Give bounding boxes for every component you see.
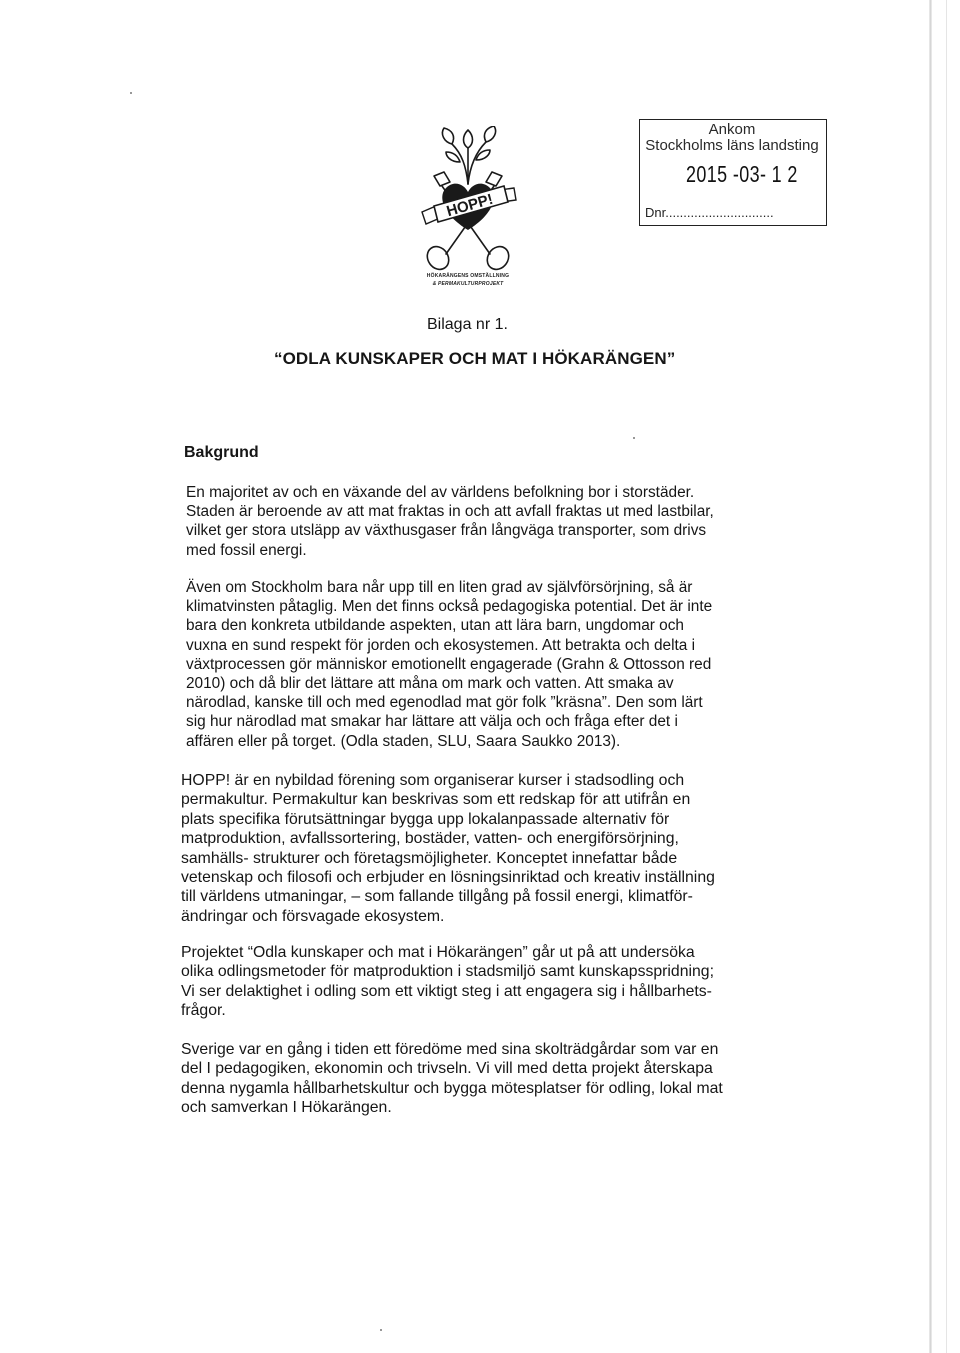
scan-speck [633, 437, 635, 439]
text-line: bara den konkreta utbildande aspekten, utan att lära barn, ungdomar och [186, 617, 684, 635]
text-line: växtprocessen gör människor emotionellt engagerade (Grahn & Ottosson red [186, 655, 712, 673]
text-line: vuxna en sund respekt för jorden och ekosystemen. Att betrakta och delta i [186, 636, 696, 654]
attachment-label: Bilaga nr 1. [427, 316, 508, 333]
stamp-received-label: Ankom [708, 121, 756, 138]
paragraph-pedagogy [186, 578, 712, 751]
stamp-organization: Stockholms läns landsting [645, 137, 819, 154]
text-line: del I pedagogiken, ekonomin och trivseln. Vi vill med detta projekt återskapa [181, 1060, 713, 1078]
scan-edge-shadow [929, 0, 932, 1353]
logo-caption-line2: & PERMAKULTURPROJEKT [432, 281, 504, 287]
text-line: Staden är beroende av att mat fraktas in och att avfall fraktas ut med lastbilar, [186, 503, 714, 521]
text-line: denna nygamla hållbarhetskultur och bygga mötesplatser för odling, lokal mat [181, 1079, 723, 1097]
paragraph-hopp [181, 771, 715, 926]
logo-banner-text: HOPP! [444, 190, 496, 221]
hopp-logo [412, 126, 524, 314]
text-line: olika odlingsmetoder för matproduktion i stadsmiljö samt kunskapsspridning; [181, 963, 714, 981]
heart-with-spades-and-plants-icon [412, 126, 524, 272]
text-line: 2010) och då blir det lättare att måna om mark och vatten. Att smaka av [186, 675, 674, 693]
text-line: En majoritet av och en växande del av världens befolkning bor i storstäder. [186, 484, 695, 501]
paragraph-project [181, 943, 714, 1021]
scan-edge-line [946, 0, 947, 1353]
text-line: sig hur närodlad mat smakar har lättare att välja och och fråga efter det i [186, 713, 678, 731]
stamp-date: 2015 -03- 1 2 [686, 161, 798, 187]
logo-caption-line1: HÖKARÄNGENS OMSTÄLLNING [426, 273, 510, 279]
text-line: med fossil energi. [186, 541, 307, 559]
scan-speck [130, 92, 132, 94]
text-line: Vi ser delaktighet i odling som ett viktigt steg i att engagera sig i hållbarhets- [181, 982, 712, 1000]
text-line: och samverkan I Hökarängen. [181, 1099, 392, 1117]
text-line: vilket ger stora utsläpp av växthusgaser från långväga transporter, som drivs [186, 522, 707, 540]
text-line: Även om Stockholm bara når upp till en liten grad av självförsörjning, så är [186, 579, 693, 596]
text-line: Sverige var en gång i tiden ett föredöme med sina skolträdgårdar som var en [181, 1041, 719, 1058]
paragraph-background [186, 483, 714, 560]
text-line: till världens utmaningar, – som fallande tillgång på fossil energi, klimatför- [181, 888, 693, 906]
text-line: permakultur. Permakultur kan beskrivas som ett redskap för att utifrån en [181, 791, 691, 809]
stamp-dnr-field: Dnr.............................. [645, 205, 774, 220]
text-line: ändringar och försvagade ekosystem. [181, 907, 445, 925]
section-heading: Bakgrund [184, 444, 259, 461]
text-line: klimatvinsten påtaglig. Men det finns också pedagogiska potential. Det är inte [186, 598, 713, 616]
text-line: samhälls- strukturer och företagsmöjligheter. Konceptet innefattar både [181, 849, 678, 867]
text-line: frågor. [181, 1002, 226, 1020]
text-line: närodlad, kanske till och med egenodlad mat gör folk ”kräsna”. Den som lärt [186, 694, 703, 712]
text-line: affären eller på torget. (Odla staden, SLU, Saara Saukko 2013). [186, 732, 621, 750]
scan-speck [380, 1329, 382, 1331]
text-line: plats specifika förutsättningar bygga upp lokalanpassade alternativ för [181, 810, 670, 828]
received-stamp [639, 119, 827, 226]
text-line: vetenskap och filosofi och erbjuder en lösningsinriktad och kreativ inställning [181, 869, 715, 887]
paragraph-school-gardens [181, 1040, 723, 1118]
document-title: “ODLA KUNSKAPER OCH MAT I HÖKARÄNGEN” [274, 349, 676, 368]
text-line: Projektet “Odla kunskaper och mat i Hökarängen” går ut på att undersöka [181, 944, 695, 961]
text-line: matproduktion, avfallssortering, bostäder, vatten- och energiförsörjning, [181, 830, 679, 848]
text-line: HOPP! är en nybildad förening som organiserar kurser i stadsodling och [181, 772, 685, 789]
